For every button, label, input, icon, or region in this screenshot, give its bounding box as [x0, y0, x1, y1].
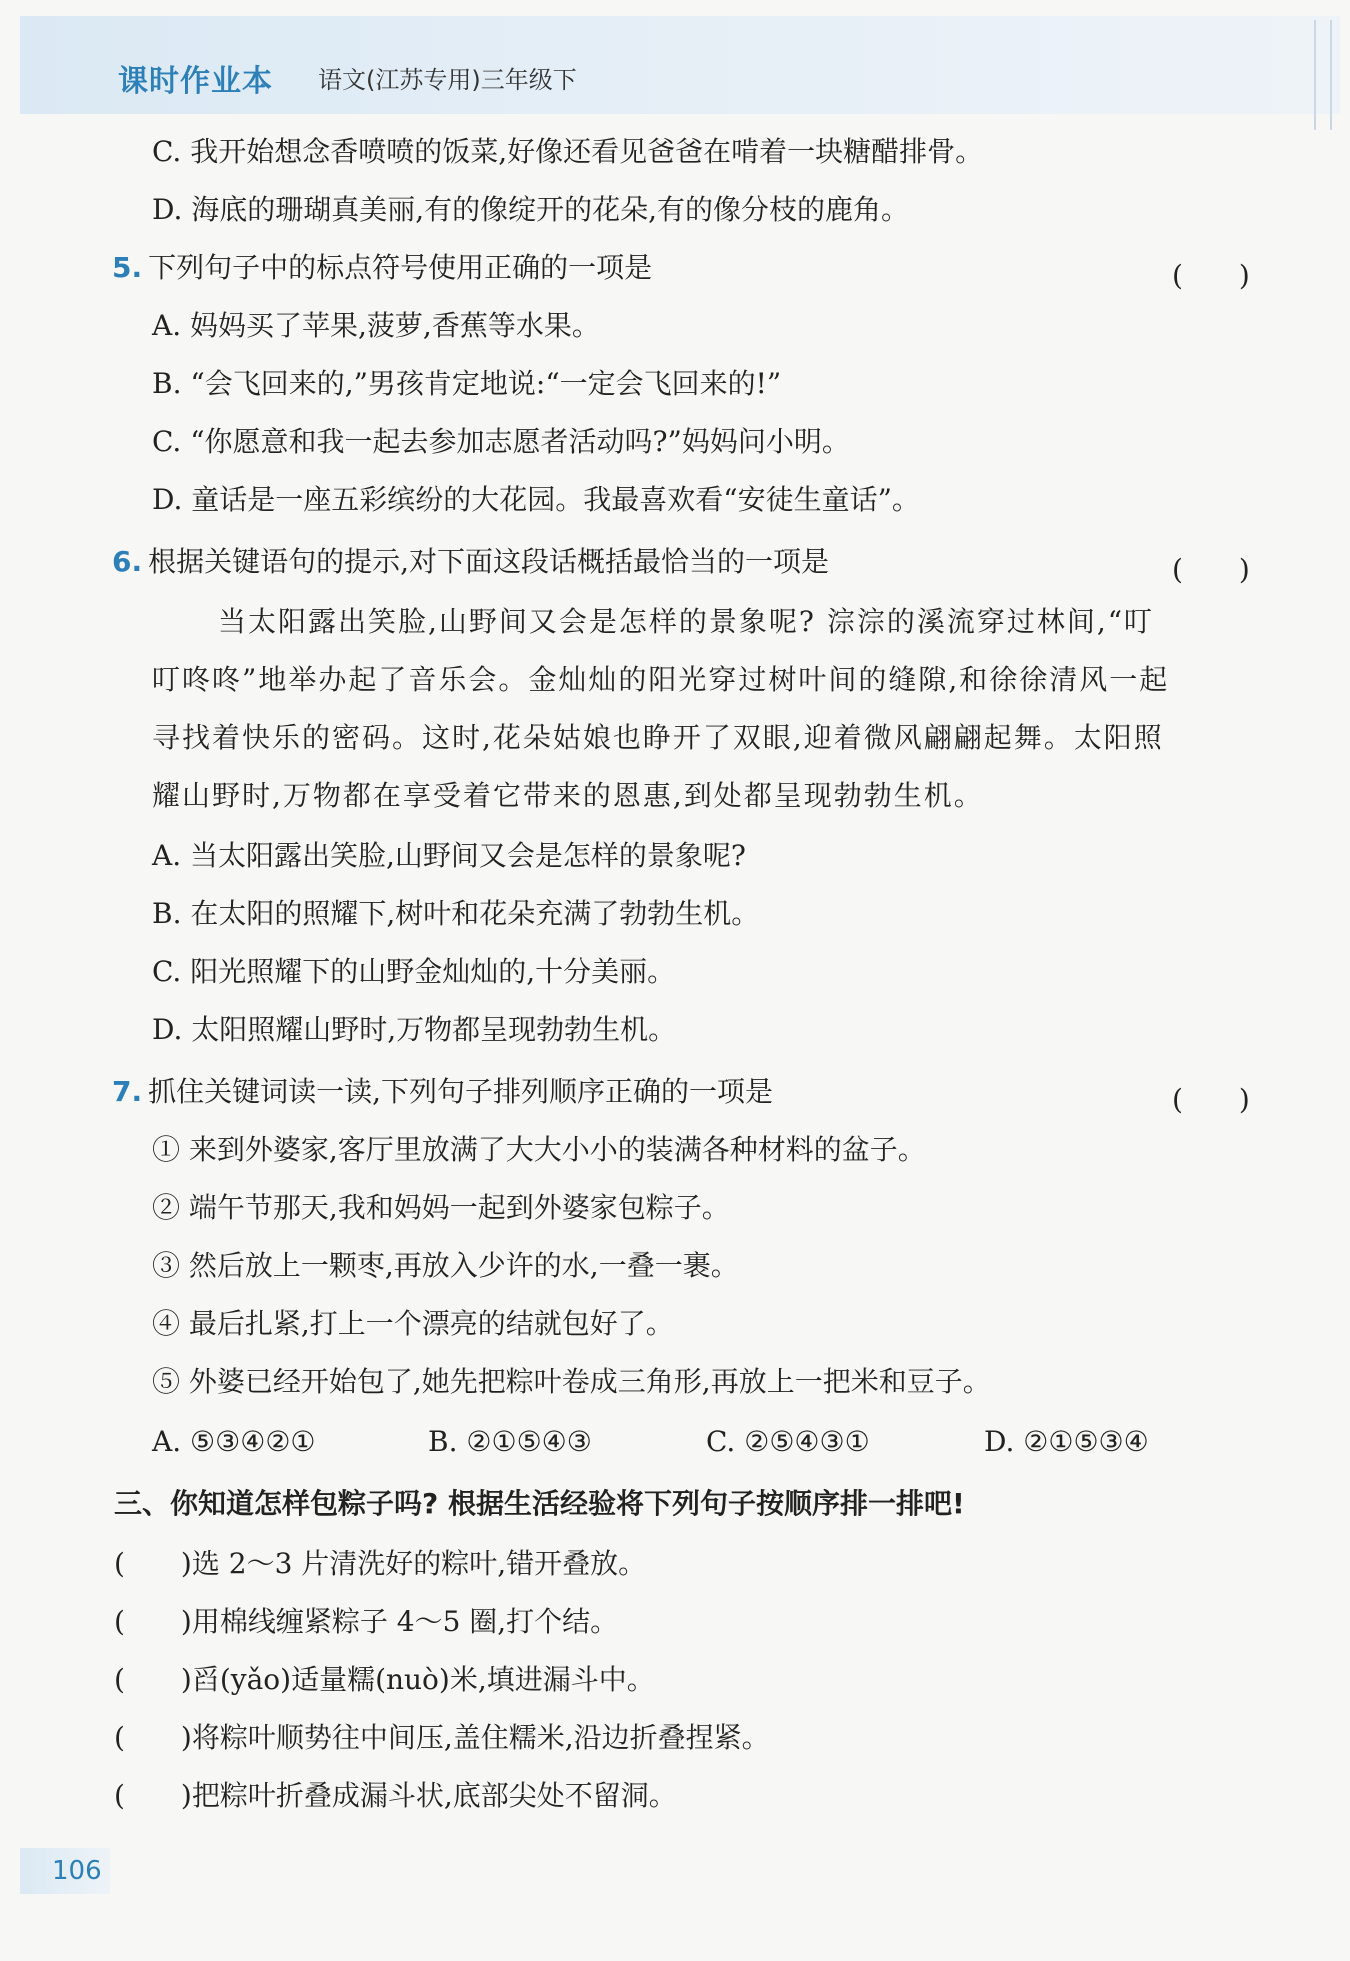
order-item[interactable]: ( )用棉线缠紧粽子 4～5 圈,打个结。: [114, 1605, 619, 1638]
q6-option-a: A. 当太阳露出笑脸,山野间又会是怎样的景象呢?: [152, 839, 746, 872]
q7-answer-blank[interactable]: ( ): [1172, 1083, 1250, 1116]
q7-sentence: ③ 然后放上一颗枣,再放入少许的水,一叠一裹。: [152, 1249, 739, 1282]
order-item[interactable]: ( )把粽叶折叠成漏斗状,底部尖处不留洞。: [114, 1779, 677, 1812]
q5-question: [112, 251, 653, 284]
q6-passage-line: 寻找着快乐的密码。这时,花朵姑娘也睁开了双眼,迎着微风翩翩起舞。太阳照: [152, 721, 1164, 754]
order-item[interactable]: ( )选 2～3 片清洗好的粽叶,错开叠放。: [114, 1547, 647, 1580]
q7-sentence: ② 端午节那天,我和妈妈一起到外婆家包粽子。: [152, 1191, 730, 1224]
q5-option-d: D. 童话是一座五彩缤纷的大花园。我最喜欢看“安徒生童话”。: [152, 483, 920, 516]
q4-option-c: C. 我开始想念香喷喷的饭菜,好像还看见爸爸在啃着一块糖醋排骨。: [152, 135, 984, 168]
section3-title: 三、你知道怎样包粽子吗? 根据生活经验将下列句子按顺序排一排吧!: [114, 1487, 965, 1520]
book-subtitle: 语文(江苏专用)三年级下: [318, 66, 577, 94]
q6-option-d: D. 太阳照耀山野时,万物都呈现勃勃生机。: [152, 1013, 677, 1046]
page-number-tab: [20, 1848, 110, 1894]
q6-passage-line: 当太阳露出笑脸,山野间又会是怎样的景象呢? 淙淙的溪流穿过林间,“叮: [218, 605, 1155, 638]
q7-stem: 抓住关键词读一读,下列句子排列顺序正确的一项是: [148, 1075, 774, 1108]
q5-number: 5.: [112, 251, 143, 284]
q7-choice-b: B. ②①⑤④③: [428, 1425, 592, 1458]
q7-choice-a: A. ⑤③④②①: [152, 1425, 316, 1458]
book-title: 课时作业本: [118, 64, 273, 99]
q6-answer-blank[interactable]: ( ): [1172, 553, 1250, 586]
q7-sentence: ① 来到外婆家,客厅里放满了大大小小的装满各种材料的盆子。: [152, 1133, 926, 1166]
q6-stem: 根据关键语句的提示,对下面这段话概括最恰当的一项是: [148, 545, 830, 578]
order-item[interactable]: ( )将粽叶顺势往中间压,盖住糯米,沿边折叠捏紧。: [114, 1721, 770, 1754]
q6-question: [112, 545, 830, 578]
q5-option-b: B. “会飞回来的,”男孩肯定地说:“一定会飞回来的!”: [152, 367, 782, 400]
q5-option-a: A. 妈妈买了苹果,菠萝,香蕉等水果。: [152, 309, 600, 342]
q5-stem: 下列句子中的标点符号使用正确的一项是: [148, 251, 653, 284]
page-number: 106: [52, 1856, 102, 1886]
q5-answer-blank[interactable]: ( ): [1172, 259, 1250, 292]
q6-number: 6.: [112, 545, 143, 578]
q7-number: 7.: [112, 1075, 143, 1108]
q7-sentence: ④ 最后扎紧,打上一个漂亮的结就包好了。: [152, 1307, 674, 1340]
header-decoration: [1314, 20, 1332, 130]
q6-passage-line: 耀山野时,万物都在享受着它带来的恩惠,到处都呈现勃勃生机。: [152, 779, 984, 812]
q7-choice-d: D. ②①⑤③④: [984, 1425, 1149, 1458]
q6-passage-line: 叮咚咚”地举办起了音乐会。金灿灿的阳光穿过树叶间的缝隙,和徐徐清风一起: [152, 663, 1170, 696]
q6-option-c: C. 阳光照耀下的山野金灿灿的,十分美丽。: [152, 955, 676, 988]
q7-choice-c: C. ②⑤④③①: [706, 1425, 870, 1458]
q7-sentence: ⑤ 外婆已经开始包了,她先把粽叶卷成三角形,再放上一把米和豆子。: [152, 1365, 991, 1398]
q4-option-d: D. 海底的珊瑚真美丽,有的像绽开的花朵,有的像分枝的鹿角。: [152, 193, 910, 226]
q6-option-b: B. 在太阳的照耀下,树叶和花朵充满了勃勃生机。: [152, 897, 760, 930]
q7-question: [112, 1075, 774, 1108]
q5-option-c: C. “你愿意和我一起去参加志愿者活动吗?”妈妈问小明。: [152, 425, 850, 458]
order-item[interactable]: ( )舀(yǎo)适量糯(nuò)米,填进漏斗中。: [114, 1663, 655, 1696]
